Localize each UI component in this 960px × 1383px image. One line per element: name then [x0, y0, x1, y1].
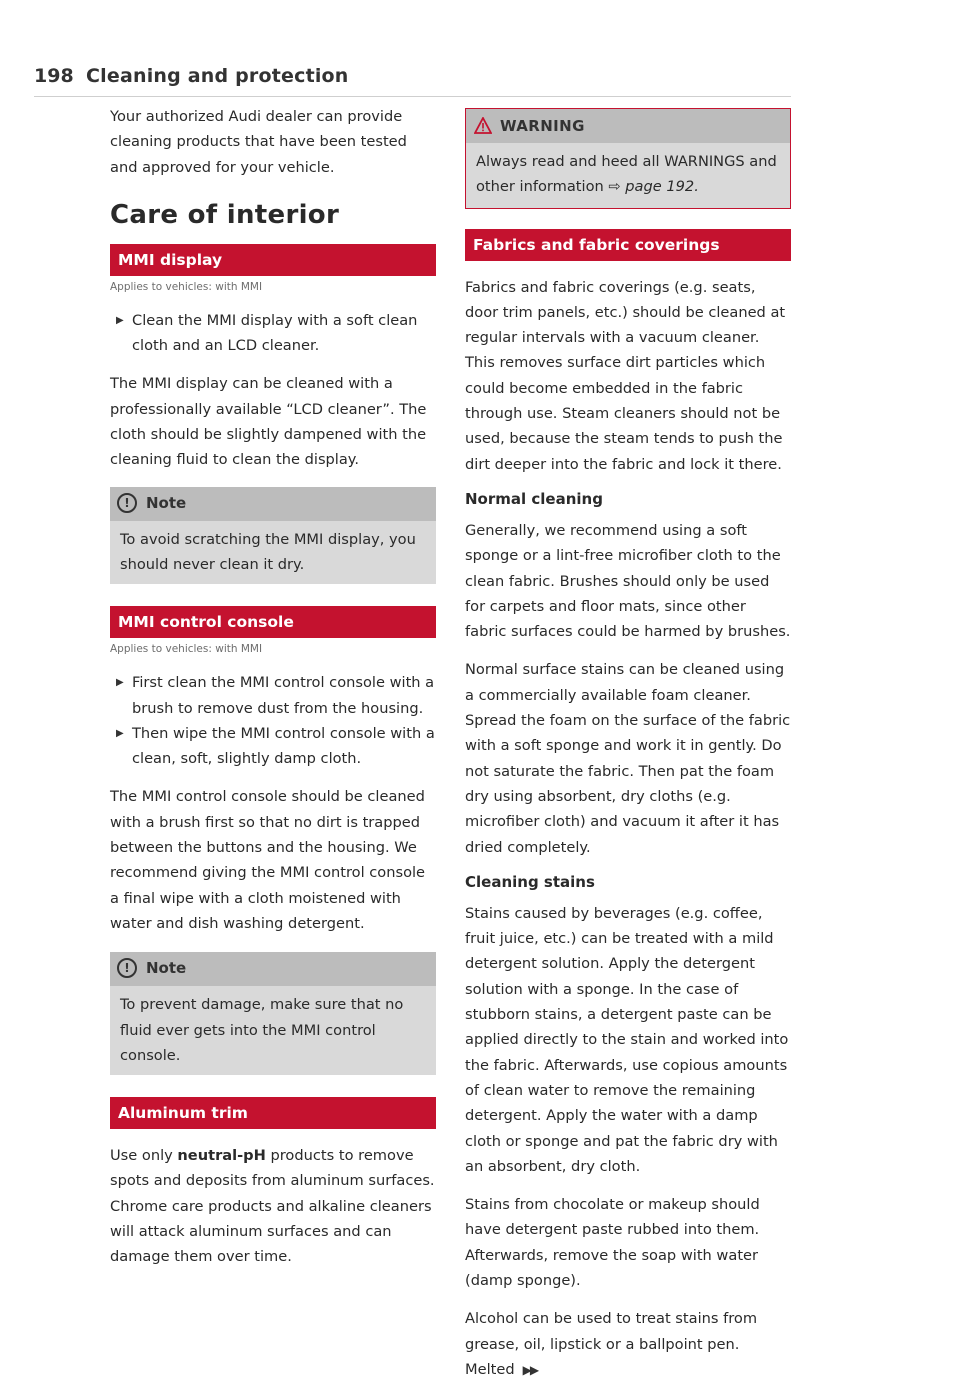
mmi-display-step [110, 308, 436, 359]
warning-header [466, 109, 790, 143]
note-label: Note [146, 493, 187, 512]
mmi-console-body: The MMI control console should be cleaned with a brush first so that no dirt is trapped between the buttons and the housing. We recommend giving the MMI control console a final wipe with a cloth moistened with water and dish washing detergent. [110, 788, 426, 932]
page-reference-link[interactable]: ⇨ page 192. [608, 178, 699, 196]
page-number: 198 [34, 65, 74, 87]
warning-triangle-icon [474, 117, 492, 134]
care-of-interior-heading: Care of interior [110, 199, 340, 230]
mmi-display-step-text: Clean the MMI display with a soft clean cloth and an LCD cleaner. [132, 311, 418, 355]
info-circle-icon: ! [117, 958, 137, 978]
normal-cleaning-p2: Normal surface stains can be cleaned using a commercially available foam cleaner. Spread the foam on the surface of the fabric with a soft sponge and work it in gently. Do not saturate the fabric. Then pat the foam dry using absorbent, dry cloths (e.g. microfiber cloth) and vacuum it after it has dried completely. [465, 661, 791, 856]
left-column [110, 104, 436, 1270]
note-label: Note [146, 959, 187, 978]
mmi-console-step-2 [110, 721, 436, 772]
cleaning-stains-p3 [465, 1306, 791, 1383]
bullet-arrow-icon: ▶ [116, 677, 124, 689]
cleaning-stains-p3-text: Alcohol can be used to treat stains from grease, oil, lipstick or a ballpoint pen. Melted [465, 1310, 758, 1378]
note-header [110, 487, 436, 521]
right-column [465, 104, 791, 1383]
aluminum-trim-body [110, 1143, 436, 1269]
mmi-display-heading: MMI display [110, 244, 436, 276]
cleaning-stains-heading: Cleaning stains [465, 872, 595, 891]
mmi-console-step-1-text: First clean the MMI control console with a brush to remove dust from the housing. [132, 674, 435, 717]
bullet-arrow-icon: ▶ [116, 314, 124, 326]
normal-cleaning-p1: Generally, we recommend using a soft sponge or a lint-free microfiber cloth to the clean fabric. Brushes should only be used for carpets and floor mats, since other fabric surfaces could be harmed by brushes. [465, 521, 791, 641]
warning-label: WARNING [500, 117, 585, 135]
info-circle-icon: ! [117, 493, 137, 513]
page-header [34, 62, 791, 97]
mmi-console-heading: MMI control console [110, 606, 436, 638]
note-header [110, 952, 436, 986]
warning-text [466, 143, 790, 208]
continue-arrow-icon: ▶▶ [522, 1362, 538, 1377]
mmi-display-body: The MMI display can be cleaned with a professionally available “LCD cleaner”. The cloth should be slightly dampened with the cleaning fluid to clean the display. [110, 375, 427, 469]
cleaning-stains-p2: Stains from chocolate or makeup should have detergent paste rubbed into them. Afterwards, remove the soap with water (damp sponge). [465, 1196, 760, 1289]
mmi-console-step-1 [110, 670, 436, 721]
section-title: Cleaning and protection [86, 65, 349, 87]
normal-cleaning-heading: Normal cleaning [465, 489, 603, 508]
note-text: To prevent damage, make sure that no fluid ever gets into the MMI control console. [120, 996, 404, 1064]
warning-text-main: Always read and heed all WARNINGS and other information [476, 153, 777, 196]
mmi-display-applies: Applies to vehicles: with MMI [110, 280, 263, 293]
fabrics-intro: Fabrics and fabric coverings (e.g. seats, door trim panels, etc.) should be cleaned at regular intervals with a vacuum cleaner. This removes surface dirt particles which could become embedded in the fabric through use. Steam cleaners should not be used, because the steam tends to push the dirt deeper into the fabric and lock it there. [465, 278, 786, 473]
warning-box [465, 108, 791, 209]
aluminum-text-pre: Use only [110, 1147, 178, 1165]
mmi-console-note [110, 952, 436, 1075]
intro-paragraph: Your authorized Audi dealer can provide cleaning products that have been tested and approved for your vehicle. [110, 108, 407, 176]
aluminum-text-post: products to remove spots and deposits from aluminum surfaces. Chrome care products and alkaline cleaners will attack aluminum surfaces and can damage them over time. [110, 1147, 435, 1266]
mmi-console-step-2-text: Then wipe the MMI control console with a clean, soft, slightly damp cloth. [132, 724, 435, 768]
fabrics-heading: Fabrics and fabric coverings [465, 229, 791, 261]
mmi-display-note [110, 487, 436, 585]
bullet-arrow-icon: ▶ [116, 727, 124, 739]
mmi-console-applies: Applies to vehicles: with MMI [110, 643, 263, 656]
aluminum-trim-heading: Aluminum trim [110, 1097, 436, 1129]
note-text: To avoid scratching the MMI display, you should never clean it dry. [120, 530, 416, 573]
aluminum-text-bold: neutral-pH [177, 1147, 266, 1165]
cleaning-stains-p1: Stains caused by beverages (e.g. coffee, fruit juice, etc.) can be treated with a mild detergent solution. Apply the detergent solution with a sponge. In the case of stubborn stains, a detergent paste can be applied directly to the stain and worked into the fabric. Afterwards, use copious amounts of clean water to remove the remaining detergent. Apply the water with a damp cloth or sponge and pat the fabric dry with an absorbent, dry cloth. [465, 904, 789, 1175]
